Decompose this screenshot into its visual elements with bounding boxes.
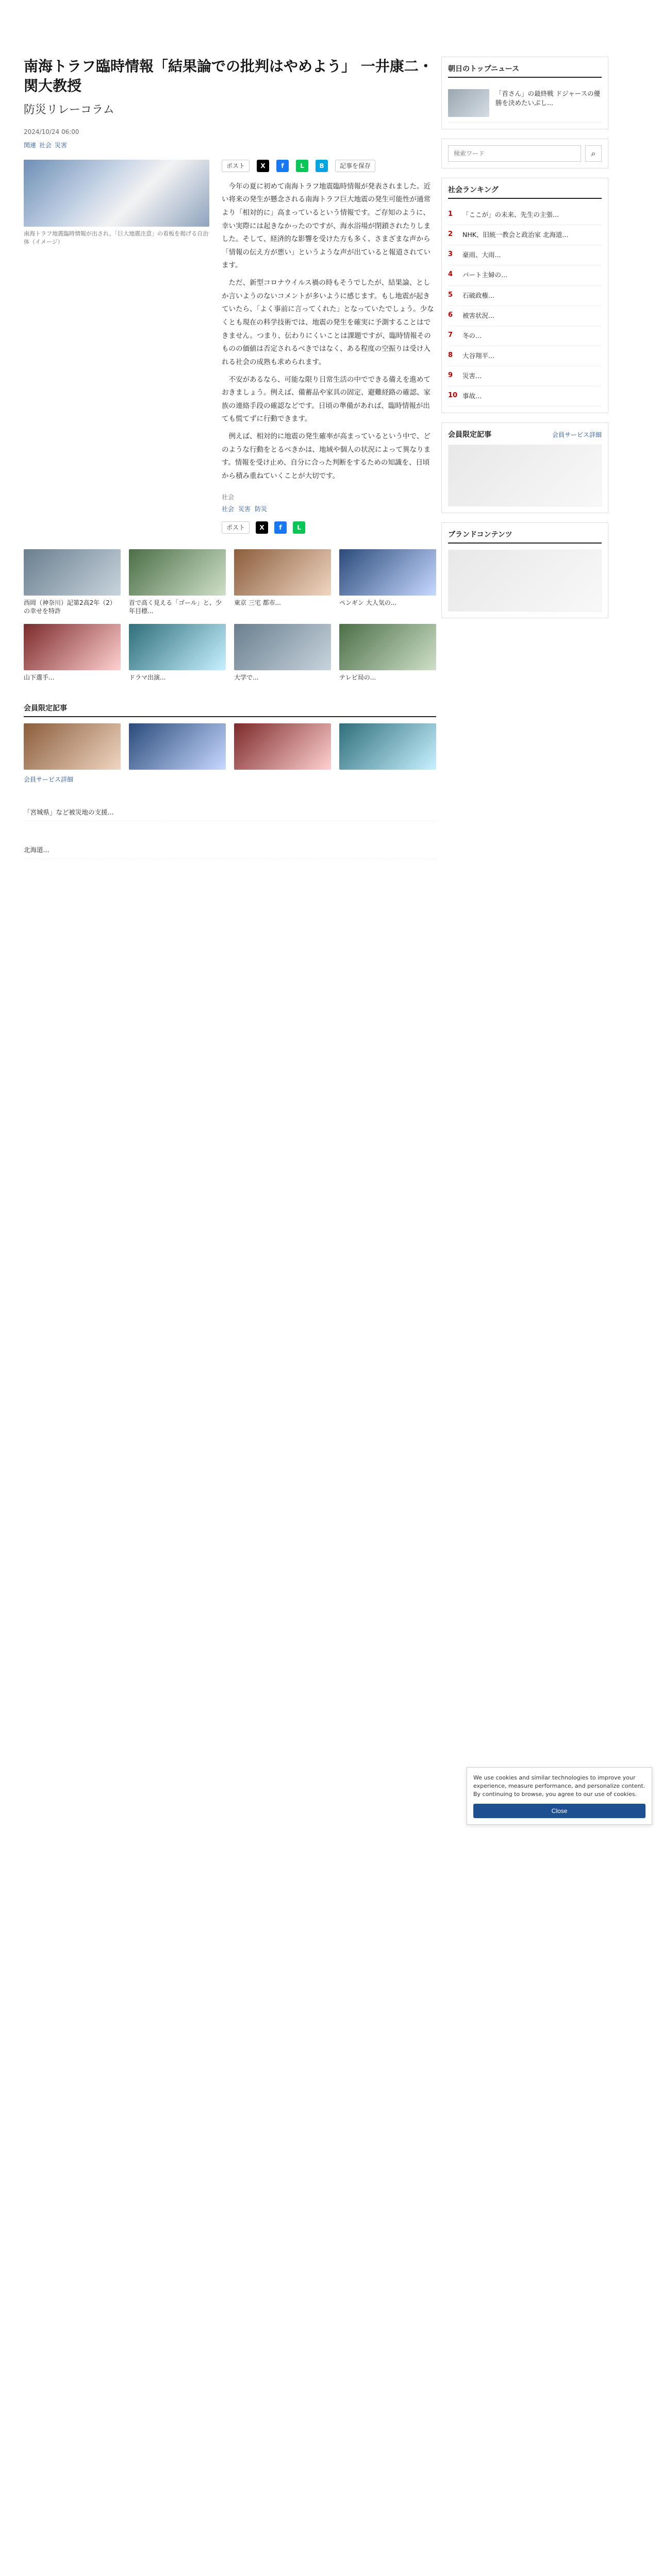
top-news-text: 「首さん」の最終戦 ドジャースの優勝を決めたいぶし... <box>495 90 601 107</box>
thumb-caption: テレビ局の... <box>339 674 376 682</box>
main-content <box>24 57 436 859</box>
members-side-box <box>441 422 608 513</box>
tag[interactable]: 関連 <box>24 141 37 149</box>
article-body <box>222 180 436 483</box>
thumb-card[interactable] <box>24 624 121 682</box>
thumb-image <box>234 549 331 596</box>
ranking-item[interactable] <box>448 245 602 265</box>
article-paragraph: 例えば、相対的に地震の発生確率が高まっているという中で、どのような行動をとるべきかは、地域や個人の状況によって異なります。情報を受け止め、自分に合った判断をするための知識を、日頃から積み重ねていくことが大切です。 <box>222 432 431 481</box>
rank-number: 2 <box>448 230 453 239</box>
rank-text: 被害状況... <box>462 311 494 319</box>
ranking-item[interactable] <box>448 265 602 285</box>
ranking-item[interactable] <box>448 346 602 366</box>
rank-text: パート主婦の... <box>462 271 507 279</box>
related-link[interactable]: 社会 <box>222 505 235 513</box>
thumb-card[interactable] <box>129 549 226 616</box>
article-title: 南海トラフ臨時情報「結果論での批判はやめよう」 一井康二・関大教授 <box>24 58 433 94</box>
top-news-item[interactable] <box>448 84 602 123</box>
search-box <box>441 139 608 168</box>
top-news-title: 朝日のトップニュース <box>448 63 602 78</box>
brand-image <box>448 550 602 612</box>
thumb-card[interactable] <box>234 624 331 682</box>
list-section-b <box>24 842 436 859</box>
rank-number: 7 <box>448 331 453 339</box>
rank-number: 4 <box>448 270 453 279</box>
article-paragraph: ただ、新型コロナウイルス禍の時もそうでしたが、結果論、としか言いようのないコメントが多いように感じます。もし地震が起きていたら、「よく事前に言ってくれた」となっていたでしょう。少なくとも現在の科学技術では、地震の発生を確実に予測することはできません。つまり、伝わりにくいことは課題ですが、臨時情報そのものの価値は否定されるべきではなく、ある程度の空振りは受け入れる社会の成熟も求められます。 <box>222 279 434 366</box>
article-column: 防災リレーコラム <box>24 103 114 116</box>
search-button[interactable] <box>585 145 602 162</box>
post-button[interactable]: ポスト <box>222 160 250 172</box>
hero-figure <box>24 160 209 534</box>
members-title: 会員限定記事 <box>24 703 436 717</box>
tag[interactable]: 社会 <box>39 141 52 149</box>
ranking-item[interactable] <box>448 286 602 306</box>
members-grid <box>24 723 436 770</box>
members-card[interactable] <box>24 723 121 770</box>
list-section-a <box>24 804 436 821</box>
thumb-card[interactable] <box>339 549 436 616</box>
rank-number: 6 <box>448 311 453 319</box>
rank-text: 災害... <box>462 372 482 380</box>
article-tags <box>24 141 436 149</box>
members-image <box>24 723 121 770</box>
facebook-share-icon-bottom[interactable]: f <box>274 521 287 534</box>
search-input[interactable] <box>448 145 581 162</box>
search-icon: ⌕ <box>591 148 596 158</box>
top-news-box <box>441 57 608 129</box>
members-card[interactable] <box>234 723 331 770</box>
rank-text: NHK、旧統一教会と政治家 北海道... <box>462 231 569 239</box>
members-side-title: 会員限定記事 <box>448 431 491 439</box>
thumb-grid <box>24 549 436 682</box>
thumb-image <box>24 549 121 596</box>
related-links-area <box>222 493 436 513</box>
rank-number: 3 <box>448 250 453 259</box>
thumb-caption: 東京 三宅 都市... <box>234 599 282 606</box>
thumb-caption: 西岡（神奈川）記第2高2年（2）の幸せを特許 <box>24 599 116 615</box>
rank-text: 冬の... <box>462 331 482 340</box>
ranking-box <box>441 178 608 413</box>
members-section <box>24 703 436 784</box>
members-card[interactable] <box>129 723 226 770</box>
thumb-caption: 首で高く見える「ゴール」と、少年目標... <box>129 599 222 615</box>
tag[interactable]: 災害 <box>55 141 68 149</box>
rank-text: 「ここが」の未来、先生の主張... <box>462 211 559 218</box>
hero-caption: 南海トラフ地震臨時情報が出され、「巨大地震注意」の看板を掲げる自治体（イメージ） <box>24 230 209 246</box>
article-hero-row <box>24 160 436 534</box>
ranking-item[interactable] <box>448 205 602 225</box>
members-side-more[interactable]: 会員サービス詳細 <box>552 431 602 438</box>
save-article-button[interactable]: 記事を保存 <box>335 160 375 172</box>
x-share-icon[interactable]: X <box>257 160 269 172</box>
members-image <box>129 723 226 770</box>
rank-number: 5 <box>448 291 453 299</box>
thumb-caption: ドラマ出演... <box>129 674 166 682</box>
x-share-icon-bottom[interactable]: X <box>256 521 268 534</box>
share-row <box>222 160 436 172</box>
thumb-card[interactable] <box>24 549 121 616</box>
cookie-close-button[interactable]: Close <box>473 1804 646 1818</box>
facebook-share-icon[interactable]: f <box>276 160 289 172</box>
related-link[interactable]: 災害 <box>238 505 251 513</box>
thumb-card[interactable] <box>129 624 226 682</box>
brand-title: ブランドコンテンツ <box>448 529 602 544</box>
thumb-image <box>129 549 226 596</box>
hatena-share-icon[interactable]: B <box>316 160 328 172</box>
rank-text: 豪雨、大雨... <box>462 251 501 259</box>
line-share-icon-bottom[interactable]: L <box>293 521 305 534</box>
rank-number: 9 <box>448 371 453 379</box>
thumb-card[interactable] <box>234 549 331 616</box>
brand-box <box>441 522 608 618</box>
article-paragraph: 不安があるなら、可能な限り日常生活の中でできる備えを進めておきましょう。例えば、備蓄品や家具の固定、避難経路の確認、家族の連絡手段の確認などです。日頃の準備があれば、臨時情報が出ても慌てずに行動できます。 <box>222 375 431 423</box>
bottom-share <box>222 521 436 534</box>
thumb-image <box>339 549 436 596</box>
cookie-text: We use cookies and similar technologies to improve your experience, measure performance, and personalize content. By continuing to browse, you agree to our use of cookies. <box>473 1774 646 1798</box>
top-news-image <box>448 89 489 117</box>
thumb-image <box>234 624 331 670</box>
thumb-image <box>339 624 436 670</box>
related-links <box>222 504 436 513</box>
ranking-item[interactable] <box>448 326 602 346</box>
ranking-list <box>448 205 602 406</box>
list-link[interactable]: 北海道... <box>24 842 436 859</box>
thumb-caption: 大学で... <box>234 674 259 682</box>
related-link[interactable]: 防災 <box>255 505 268 513</box>
related-label: 社会 <box>222 493 235 501</box>
article-paragraph: 今年の夏に初めて南海トラフ地震臨時情報が発表されました。近い将来の発生が懸念される南海トラフ巨大地震の発生可能性が通常より「相対的に」高まっているという情報です。ご存知のように、幸い実際には起きなかったのですが、海水浴場が閉鎖されたりしました。そして、経済的な影響を受けた方も多く、さまざまな声から「情報の伝え方が悪い」というような声が出ていると報道されています。 <box>222 182 431 270</box>
ranking-title: 社会ランキング <box>448 184 602 199</box>
rank-text: 石破政権... <box>462 291 494 299</box>
thumb-image <box>24 624 121 670</box>
rank-text: 事故... <box>462 392 482 400</box>
article-right <box>222 160 436 534</box>
thumb-caption: ペンギン 大人気の... <box>339 599 397 606</box>
article-datetime: 2024/10/24 06:00 <box>24 128 79 135</box>
rank-number: 1 <box>448 210 453 218</box>
line-share-icon[interactable]: L <box>296 160 308 172</box>
sidebar <box>441 57 608 628</box>
rank-number: 8 <box>448 351 453 359</box>
members-image <box>339 723 436 770</box>
members-card[interactable] <box>339 723 436 770</box>
hero-image <box>24 160 209 227</box>
thumb-image <box>129 624 226 670</box>
list-link[interactable]: 「宮城県」など被災地の支援... <box>24 804 436 821</box>
thumb-caption: 山下選手... <box>24 674 55 682</box>
search <box>448 145 602 162</box>
rank-text: 大谷翔平... <box>462 351 494 360</box>
cookie-banner <box>467 1767 652 1825</box>
ranking-item[interactable] <box>448 306 602 326</box>
ranking-item[interactable] <box>448 225 602 245</box>
rank-number: 10 <box>448 392 458 400</box>
thumb-card[interactable] <box>339 624 436 682</box>
members-image <box>234 723 331 770</box>
article-meta <box>24 128 436 135</box>
post-button-bottom[interactable]: ポスト <box>222 521 250 534</box>
ranking-item[interactable] <box>448 366 602 386</box>
ranking-item[interactable] <box>448 386 602 406</box>
members-side-header <box>448 429 602 439</box>
members-side-image <box>448 445 602 506</box>
members-more-link[interactable]: 会員サービス詳細 <box>24 776 74 784</box>
